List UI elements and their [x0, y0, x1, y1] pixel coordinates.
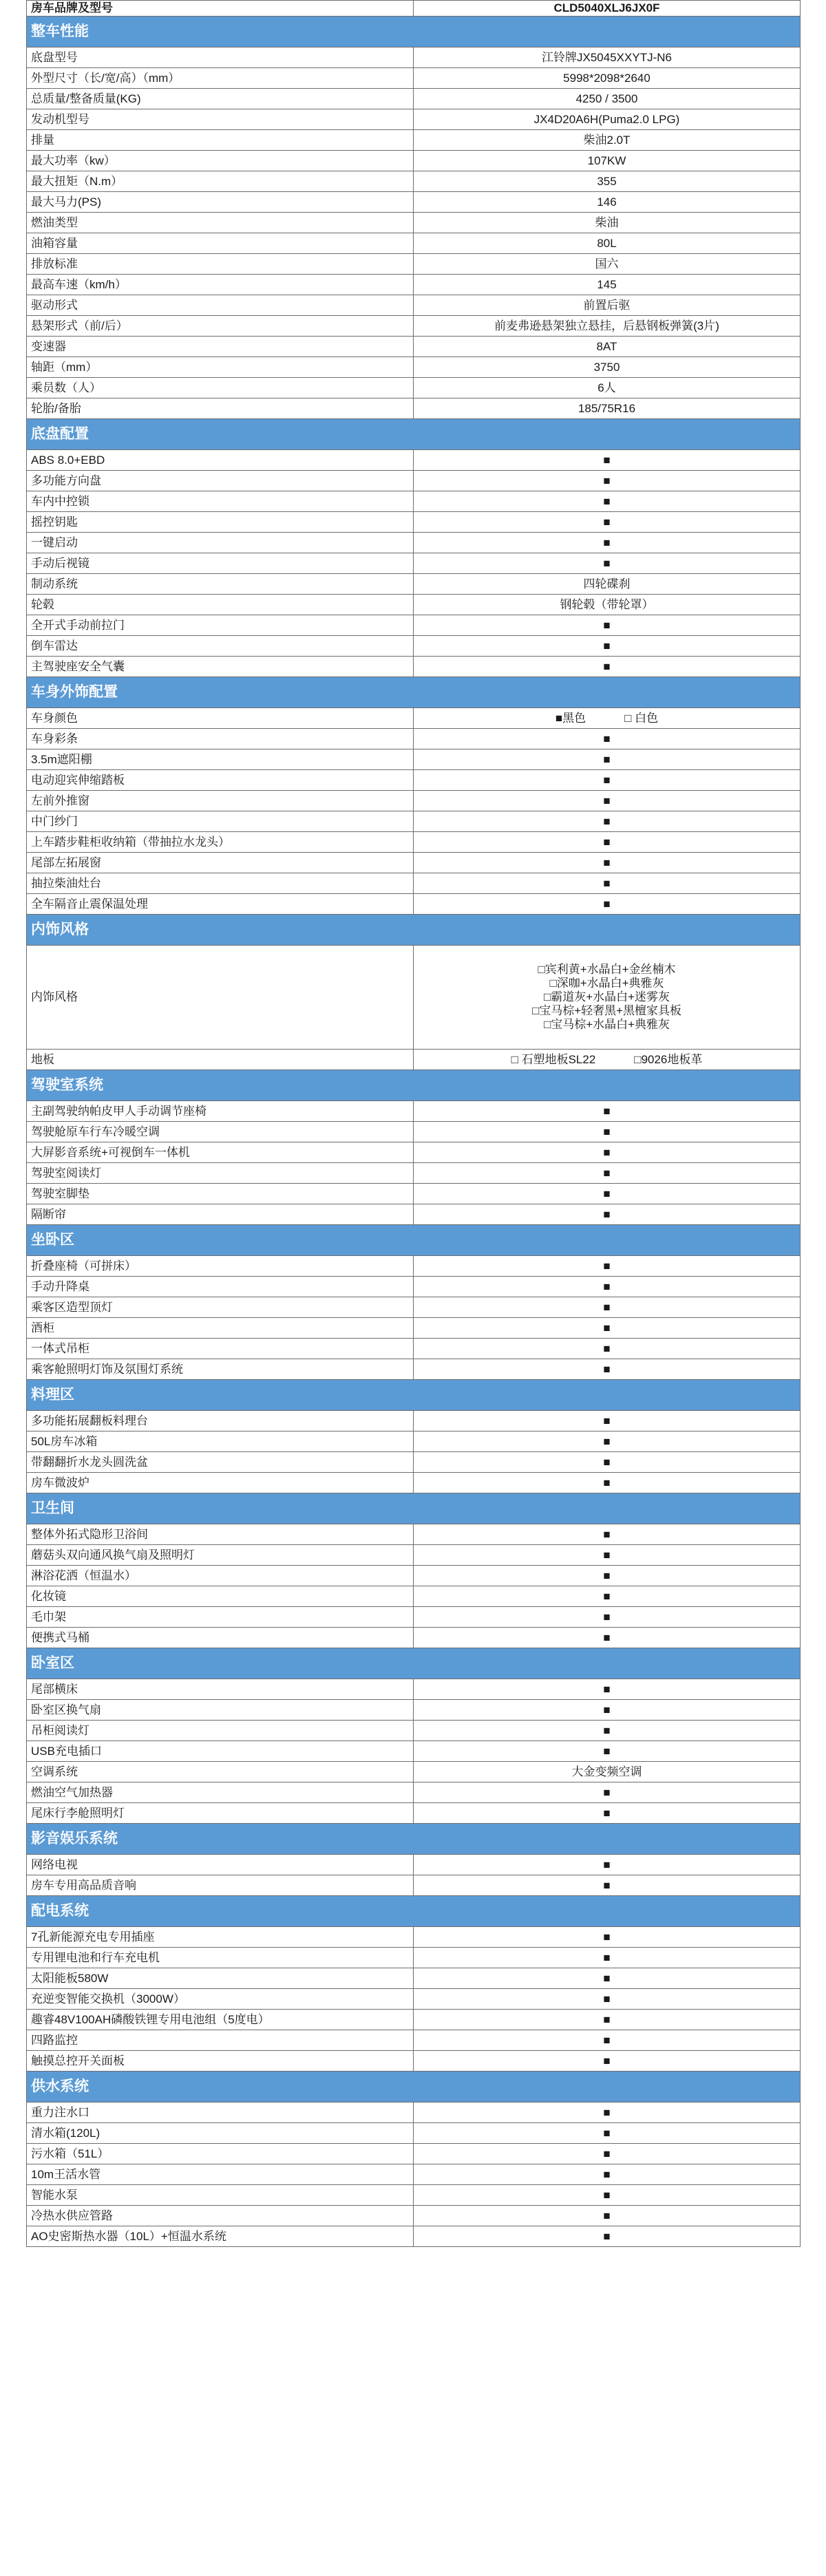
spec-label: 抽拉柴油灶台: [27, 873, 414, 894]
spec-value: 前麦弗逊悬架独立悬挂，后悬钢板弹簧(3片): [414, 316, 801, 337]
spec-row: [27, 853, 801, 873]
spec-row: [27, 832, 801, 853]
spec-value: ■: [414, 1628, 801, 1648]
spec-value: ■: [414, 1607, 801, 1628]
spec-value: 柴油: [414, 213, 801, 233]
spec-value: ■: [414, 791, 801, 811]
spec-row: [27, 2030, 801, 2051]
section-header: [27, 1380, 801, 1411]
spec-label: 房车微波炉: [27, 1473, 414, 1493]
spec-row: [27, 1142, 801, 1163]
section-title: 底盘配置: [27, 419, 801, 450]
spec-value: ■: [414, 853, 801, 873]
spec-row: [27, 275, 801, 295]
spec-row: [27, 1741, 801, 1762]
spec-value: 柴油2.0T: [414, 130, 801, 151]
spec-value: ■: [414, 615, 801, 636]
spec-value: ■: [414, 1700, 801, 1721]
spec-label: 网络电视: [27, 1855, 414, 1875]
spec-label: 最大马力(PS): [27, 192, 414, 213]
spec-row: [27, 1318, 801, 1339]
spec-label: 卧室区换气扇: [27, 1700, 414, 1721]
spec-row: [27, 2226, 801, 2247]
spec-label: 驾驶室阅读灯: [27, 1163, 414, 1184]
spec-row: [27, 2051, 801, 2072]
spec-label: 整体外拓式隐形卫浴间: [27, 1524, 414, 1545]
section-title: 料理区: [27, 1380, 801, 1411]
spec-value: ■: [414, 770, 801, 791]
spec-label: 上车踏步鞋柜收纳箱（带抽拉水龙头）: [27, 832, 414, 853]
spec-label: 7孔新能源充电专用插座: [27, 1927, 414, 1948]
spec-label: 手动升降桌: [27, 1277, 414, 1297]
spec-value: ■: [414, 873, 801, 894]
spec-label: 轴距（mm）: [27, 357, 414, 378]
spec-label: 驱动形式: [27, 295, 414, 316]
spec-value: ■: [414, 1782, 801, 1803]
spec-value: 355: [414, 171, 801, 192]
spec-row: [27, 873, 801, 894]
spec-label: 重力注水口: [27, 2103, 414, 2123]
spec-row: [27, 254, 801, 275]
spec-label: 50L房车冰箱: [27, 1431, 414, 1452]
spec-value: ■: [414, 471, 801, 491]
spec-row: [27, 450, 801, 471]
spec-label: 淋浴花洒（恒温水）: [27, 1566, 414, 1586]
spec-row: [27, 512, 801, 533]
section-title: 卧室区: [27, 1648, 801, 1679]
spec-label: 制动系统: [27, 574, 414, 595]
spec-value: ■: [414, 1545, 801, 1566]
spec-value: ■: [414, 1803, 801, 1824]
style-option: □霸道灰+水晶白+迷雾灰: [543, 990, 670, 1003]
spec-value: 3750: [414, 357, 801, 378]
spec-value: ■: [414, 1452, 801, 1473]
spec-value: ■: [414, 1339, 801, 1359]
section-title: 内饰风格: [27, 915, 801, 946]
spec-row: [27, 1256, 801, 1277]
spec-table: [26, 0, 801, 2247]
spec-label: 最大功率（kw）: [27, 151, 414, 171]
spec-value: ■: [414, 2010, 801, 2030]
spec-value: ■: [414, 1163, 801, 1184]
spec-value: ■: [414, 2206, 801, 2226]
spec-label: 趣睿48V100AH磷酸铁锂专用电池组（5度电）: [27, 2010, 414, 2030]
spec-row: [27, 946, 801, 1050]
spec-label: 燃油类型: [27, 213, 414, 233]
spec-label: 专用锂电池和行车充电机: [27, 1948, 414, 1968]
spec-label: 车内中控锁: [27, 491, 414, 512]
spec-label: 多功能拓展翻板料理台: [27, 1411, 414, 1431]
style-option: □宾利黄+水晶白+金丝楠木: [538, 963, 676, 976]
spec-value: ■: [414, 1256, 801, 1277]
spec-row: [27, 1700, 801, 1721]
section-title: 卫生间: [27, 1493, 801, 1524]
style-option: □深咖+水晶白+典雅灰: [549, 977, 664, 990]
spec-label: 乘员数（人）: [27, 378, 414, 398]
spec-label: 全车隔音止震保温处理: [27, 894, 414, 915]
spec-value: ■: [414, 533, 801, 553]
spec-row: [27, 192, 801, 213]
spec-value: ■: [414, 2030, 801, 2051]
spec-value: 8AT: [414, 337, 801, 357]
spec-value: 185/75R16: [414, 398, 801, 419]
style-option: □宝马棕+轻奢黑+黑檀家具板: [531, 1004, 682, 1017]
spec-label: 充逆变智能交换机（3000W）: [27, 1989, 414, 2010]
spec-value: ■: [414, 1875, 801, 1896]
spec-row: [27, 1803, 801, 1824]
spec-label: 手动后视镜: [27, 553, 414, 574]
spec-row: [27, 2164, 801, 2185]
section-header: [27, 419, 801, 450]
spec-row: [27, 2185, 801, 2206]
spec-value: 国六: [414, 254, 801, 275]
spec-label: 总质量/整备质量(KG): [27, 89, 414, 109]
spec-row: [27, 1339, 801, 1359]
spec-value: ■: [414, 657, 801, 677]
spec-label: 主驾驶座安全气囊: [27, 657, 414, 677]
spec-label: 驾驶舱原车行车冷暖空调: [27, 1122, 414, 1142]
spec-row: [27, 357, 801, 378]
section-title: 整车性能: [27, 17, 801, 47]
spec-value: ■: [414, 1411, 801, 1431]
spec-row: [27, 1989, 801, 2010]
spec-label: 吊柜阅读灯: [27, 1721, 414, 1741]
spec-value: ■: [414, 1318, 801, 1339]
spec-row: [27, 130, 801, 151]
spec-value: ■: [414, 2123, 801, 2144]
spec-value: ■: [414, 2185, 801, 2206]
spec-value: ■: [414, 553, 801, 574]
spec-row: [27, 1968, 801, 1989]
spec-label: 一键启动: [27, 533, 414, 553]
spec-label: 污水箱（51L）: [27, 2144, 414, 2164]
spec-label: 排量: [27, 130, 414, 151]
spec-row: [27, 316, 801, 337]
spec-value: 四轮碟刹: [414, 574, 801, 595]
spec-label: USB充电插口: [27, 1741, 414, 1762]
spec-value: ■: [414, 512, 801, 533]
spec-value: 前置后驱: [414, 295, 801, 316]
spec-row: [27, 1586, 801, 1607]
spec-row: [27, 1411, 801, 1431]
spec-label: 尾床行李舱照明灯: [27, 1803, 414, 1824]
spec-label: 折叠座椅（可拼床）: [27, 1256, 414, 1277]
spec-row: [27, 2144, 801, 2164]
section-header: [27, 1824, 801, 1855]
spec-row: [27, 89, 801, 109]
spec-value: ■: [414, 1927, 801, 1948]
choice-options: [414, 1050, 801, 1070]
section-title: 车身外饰配置: [27, 677, 801, 708]
spec-label: 冷热水供应管路: [27, 2206, 414, 2226]
spec-row: [27, 1163, 801, 1184]
spec-row: [27, 471, 801, 491]
spec-label: 轮胎/备胎: [27, 398, 414, 419]
spec-row: [27, 1875, 801, 1896]
spec-row: [27, 171, 801, 192]
spec-row: [27, 1679, 801, 1700]
spec-label: 车身彩条: [27, 729, 414, 749]
spec-value: ■: [414, 811, 801, 832]
section-title: 供水系统: [27, 2072, 801, 2103]
spec-value: JX4D20A6H(Puma2.0 LPG): [414, 109, 801, 130]
section-header: [27, 1070, 801, 1101]
spec-value: 江铃牌JX5045XXYTJ-N6: [414, 47, 801, 68]
section-title: 配电系统: [27, 1896, 801, 1927]
spec-label: AO史密斯热水器（10L）+恒温水系统: [27, 2226, 414, 2247]
spec-row: [27, 2103, 801, 2123]
spec-body: [27, 1, 801, 2247]
spec-label: 便携式马桶: [27, 1628, 414, 1648]
spec-label: 燃油空气加热器: [27, 1782, 414, 1803]
spec-value: ■: [414, 1679, 801, 1700]
choice-option: □9026地板革: [634, 1052, 703, 1066]
section-header: [27, 915, 801, 946]
spec-row: [27, 2123, 801, 2144]
spec-label: 最大扭矩（N.m）: [27, 171, 414, 192]
spec-label: 轮毂: [27, 595, 414, 615]
spec-row: [27, 1184, 801, 1204]
spec-label: 化妆镜: [27, 1586, 414, 1607]
spec-label: 太阳能板580W: [27, 1968, 414, 1989]
spec-row: [27, 1927, 801, 1948]
section-header: [27, 17, 801, 47]
spec-row: [27, 337, 801, 357]
spec-value: ■: [414, 2051, 801, 2072]
spec-label: 左前外推窗: [27, 791, 414, 811]
section-title: 驾驶室系统: [27, 1070, 801, 1101]
spec-value: 80L: [414, 233, 801, 254]
spec-row: [27, 553, 801, 574]
section-header: [27, 2072, 801, 2103]
spec-label: 悬架形式（前/后）: [27, 316, 414, 337]
spec-label: 触摸总控开关面板: [27, 2051, 414, 2072]
header-value: CLD5040XLJ6JX0F: [414, 1, 801, 17]
spec-label: 驾驶室脚垫: [27, 1184, 414, 1204]
spec-value: ■: [414, 1948, 801, 1968]
spec-row: [27, 657, 801, 677]
spec-label: 全开式手动前拉门: [27, 615, 414, 636]
spec-value: ■: [414, 1721, 801, 1741]
spec-value: ■: [414, 1473, 801, 1493]
spec-row: [27, 574, 801, 595]
section-header: [27, 1648, 801, 1679]
spec-value: ■: [414, 1122, 801, 1142]
section-header: [27, 677, 801, 708]
spec-value: 146: [414, 192, 801, 213]
spec-label: 最高车速（km/h）: [27, 275, 414, 295]
spec-value: ■: [414, 749, 801, 770]
spec-label: 尾部左拓展窗: [27, 853, 414, 873]
spec-row: [27, 1762, 801, 1782]
spec-label: 智能水泵: [27, 2185, 414, 2206]
spec-label: 乘客舱照明灯饰及氛围灯系统: [27, 1359, 414, 1380]
spec-row: [27, 109, 801, 130]
spec-row: [27, 1855, 801, 1875]
spec-row: [27, 1721, 801, 1741]
spec-row: [27, 1545, 801, 1566]
spec-label: 主副驾驶纳帕皮甲人手动调节座椅: [27, 1101, 414, 1122]
spec-row: [27, 533, 801, 553]
spec-label: 底盘型号: [27, 47, 414, 68]
spec-value: ■: [414, 2103, 801, 2123]
spec-row: [27, 151, 801, 171]
spec-label: 摇控钥匙: [27, 512, 414, 533]
spec-label: ABS 8.0+EBD: [27, 450, 414, 471]
spec-label: 发动机型号: [27, 109, 414, 130]
spec-row: [27, 295, 801, 316]
spec-value: 4250 / 3500: [414, 89, 801, 109]
spec-label: 清水箱(120L): [27, 2123, 414, 2144]
spec-value: 107KW: [414, 151, 801, 171]
spec-label: 乘客区造型顶灯: [27, 1297, 414, 1318]
spec-row: [27, 1782, 801, 1803]
spec-row: [27, 615, 801, 636]
choice-options: [414, 708, 801, 729]
spec-value: ■: [414, 1989, 801, 2010]
section-title: 影音娱乐系统: [27, 1824, 801, 1855]
spec-row: [27, 2206, 801, 2226]
spec-row: [27, 1277, 801, 1297]
spec-value: ■: [414, 1855, 801, 1875]
style-option: □宝马棕+水晶白+典雅灰: [543, 1018, 670, 1031]
spec-label: 3.5m遮阳棚: [27, 749, 414, 770]
spec-row: [27, 233, 801, 254]
spec-row: [27, 1359, 801, 1380]
spec-row: [27, 770, 801, 791]
spec-value: ■: [414, 2144, 801, 2164]
spec-label: 倒车雷达: [27, 636, 414, 657]
spec-label: 电动迎宾伸缩踏板: [27, 770, 414, 791]
spec-value: ■: [414, 1277, 801, 1297]
spec-value: ■: [414, 1204, 801, 1225]
spec-row: [27, 1948, 801, 1968]
spec-label: 中门纱门: [27, 811, 414, 832]
spec-value: ■: [414, 1184, 801, 1204]
spec-value: 5998*2098*2640: [414, 68, 801, 89]
spec-row: [27, 2010, 801, 2030]
choice-option: □ 白色: [624, 711, 659, 725]
spec-label: 多功能方向盘: [27, 471, 414, 491]
spec-value: ■: [414, 1586, 801, 1607]
spec-label: 车身颜色: [27, 708, 414, 729]
style-options: [414, 946, 801, 1050]
spec-value: ■: [414, 2226, 801, 2247]
spec-label: 蘑菇头双向通风换气扇及照明灯: [27, 1545, 414, 1566]
spec-row: [27, 1297, 801, 1318]
spec-value: 大金变频空调: [414, 1762, 801, 1782]
spec-row: [27, 1204, 801, 1225]
spec-value: 6人: [414, 378, 801, 398]
spec-value: 145: [414, 275, 801, 295]
spec-row: [27, 1607, 801, 1628]
spec-value: ■: [414, 1968, 801, 1989]
spec-row: [27, 1431, 801, 1452]
spec-label: 10m王活水管: [27, 2164, 414, 2185]
spec-value: ■: [414, 729, 801, 749]
section-header: [27, 1896, 801, 1927]
spec-row: [27, 1566, 801, 1586]
spec-label: 内饰风格: [27, 946, 414, 1050]
spec-value: ■: [414, 2164, 801, 2185]
spec-row: [27, 791, 801, 811]
spec-label: 四路监控: [27, 2030, 414, 2051]
spec-value: ■: [414, 1741, 801, 1762]
spec-label: 外型尺寸（长/宽/高）（mm）: [27, 68, 414, 89]
spec-label: 尾部横床: [27, 1679, 414, 1700]
header-row: [27, 1, 801, 17]
spec-row: [27, 749, 801, 770]
spec-value: ■: [414, 491, 801, 512]
spec-label: 大屏影音系统+可视倒车一体机: [27, 1142, 414, 1163]
header-label: 房车品牌及型号: [27, 1, 414, 17]
spec-row: [27, 894, 801, 915]
spec-row: [27, 1524, 801, 1545]
spec-row: [27, 1122, 801, 1142]
spec-label: 地板: [27, 1050, 414, 1070]
spec-row: [27, 1452, 801, 1473]
spec-label: 一体式吊柜: [27, 1339, 414, 1359]
spec-value: ■: [414, 1524, 801, 1545]
spec-row: [27, 1101, 801, 1122]
spec-value: 钢轮毂（带轮罩）: [414, 595, 801, 615]
spec-value: ■: [414, 1142, 801, 1163]
spec-value: ■: [414, 1566, 801, 1586]
spec-value: ■: [414, 1297, 801, 1318]
section-title: 坐卧区: [27, 1225, 801, 1256]
spec-label: 隔断帘: [27, 1204, 414, 1225]
spec-label: 排放标准: [27, 254, 414, 275]
spec-value: ■: [414, 894, 801, 915]
spec-row: [27, 1050, 801, 1070]
spec-value: ■: [414, 832, 801, 853]
spec-row: [27, 47, 801, 68]
spec-row: [27, 708, 801, 729]
spec-value: ■: [414, 1359, 801, 1380]
spec-row: [27, 68, 801, 89]
spec-label: 变速器: [27, 337, 414, 357]
spec-label: 油箱容量: [27, 233, 414, 254]
spec-row: [27, 1473, 801, 1493]
spec-value: ■: [414, 636, 801, 657]
spec-value: ■: [414, 1101, 801, 1122]
spec-row: [27, 729, 801, 749]
spec-label: 房车专用高品质音响: [27, 1875, 414, 1896]
spec-row: [27, 378, 801, 398]
spec-value: ■: [414, 1431, 801, 1452]
spec-row: [27, 636, 801, 657]
choice-option: □ 石塑地板SL22: [511, 1052, 596, 1066]
spec-row: [27, 398, 801, 419]
spec-row: [27, 491, 801, 512]
spec-label: 带翻翻折水龙头圆洗盆: [27, 1452, 414, 1473]
spec-row: [27, 213, 801, 233]
spec-label: 毛巾架: [27, 1607, 414, 1628]
spec-label: 酒柜: [27, 1318, 414, 1339]
spec-value: ■: [414, 450, 801, 471]
spec-label: 空调系统: [27, 1762, 414, 1782]
spec-row: [27, 1628, 801, 1648]
spec-row: [27, 595, 801, 615]
section-header: [27, 1225, 801, 1256]
spec-row: [27, 811, 801, 832]
choice-option: ■黑色: [555, 711, 586, 725]
section-header: [27, 1493, 801, 1524]
